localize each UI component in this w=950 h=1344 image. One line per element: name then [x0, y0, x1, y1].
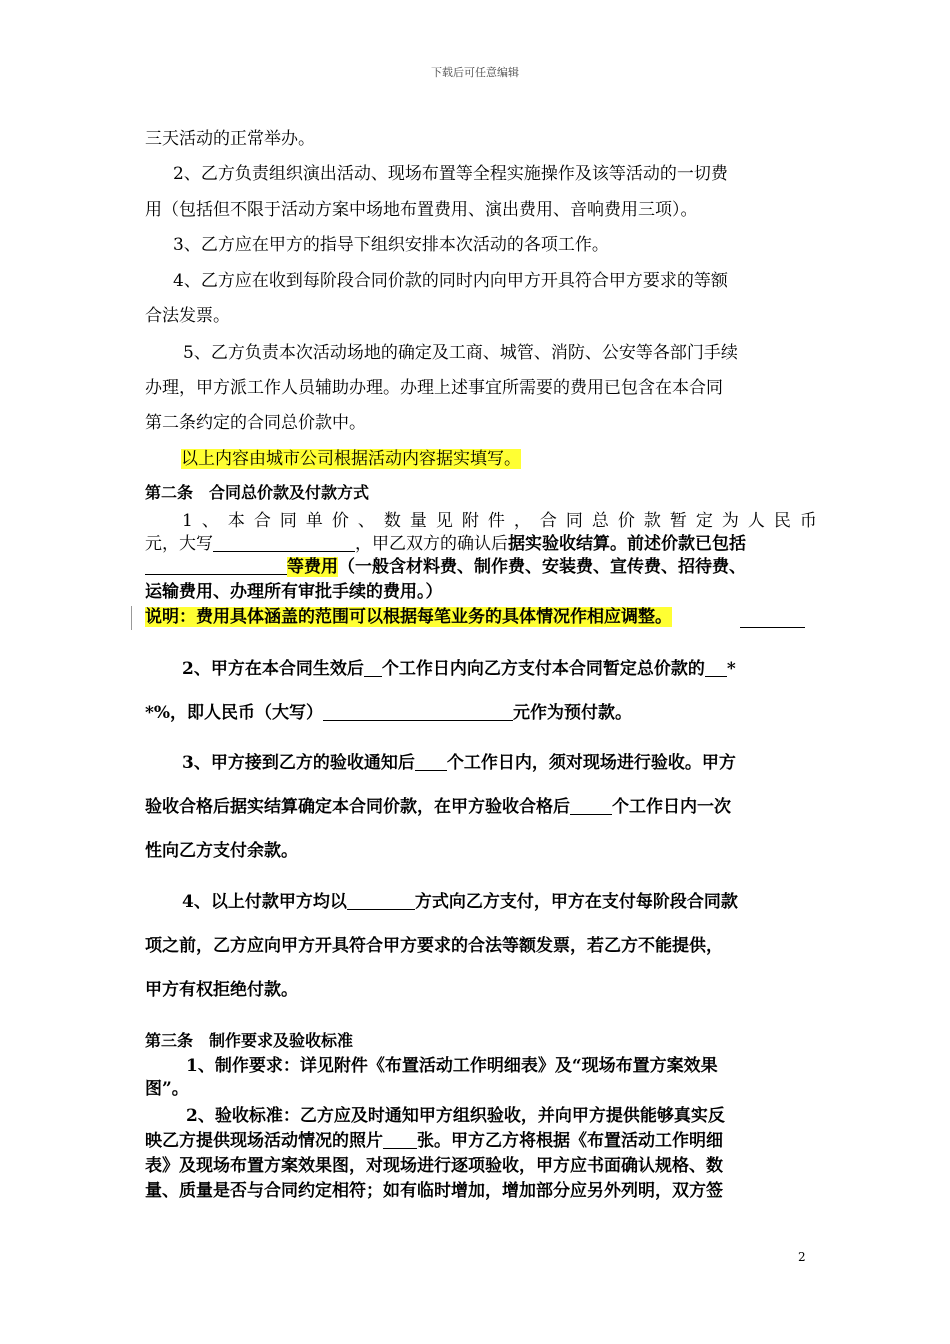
article-3-clause-1: 图”。: [145, 1079, 189, 1099]
clause-bold-text: 个工作日内向乙方支付本合同暂定总价款的: [381, 659, 705, 679]
clause-4-line: 合法发票。: [145, 306, 230, 326]
amount-blank[interactable]: [323, 702, 513, 721]
clause-bold-text: 4、以上付款甲方均以: [182, 892, 347, 912]
page-header: 下载后可任意编辑: [431, 66, 519, 79]
paragraph-line: 三天活动的正常举办。: [145, 129, 315, 149]
article-3-clause-1: 1、制作要求：详见附件《布置活动工作明细表》及“现场布置方案效果: [186, 1056, 718, 1076]
days-blank[interactable]: [415, 752, 447, 771]
article-3-title: 第三条 制作要求及验收标准: [145, 1031, 354, 1050]
clause-text: ，甲乙双方的确认后: [355, 534, 508, 554]
clause-bold-text: 3、甲方接到乙方的验收通知后: [182, 753, 415, 773]
article-3-clause-2: 2、验收标准：乙方应及时通知甲方组织验收，并向甲方提供能够真实反: [186, 1106, 725, 1126]
tail-underline: [740, 627, 805, 628]
margin-bar: [131, 606, 132, 630]
clause-bold-text: 个工作日内一次: [612, 797, 731, 817]
clause-5-line: 5、乙方负责本次活动场地的确定及工商、城管、消防、公安等各部门手续: [183, 343, 738, 363]
article-2-clause-1: 1、本合同单价、数量见附件，合同总价款暂定为人民币: [182, 511, 826, 531]
clause-5-line: 第二条约定的合同总价款中。: [145, 413, 366, 433]
clause-bold-text: 据实验收结算。前述价款已包括: [508, 534, 746, 554]
clause-bold-text: 个工作日内，须对现场进行验收。甲方: [446, 753, 736, 773]
percent-blank[interactable]: [705, 658, 727, 677]
article-2-title: 第二条 合同总价款及付款方式: [145, 483, 370, 502]
cost-items-blank[interactable]: [145, 556, 287, 575]
clause-5-line: 办理，甲方派工作人员辅助办理。办理上述事宜所需要的费用已包含在本合同: [145, 378, 723, 398]
photo-count-blank[interactable]: [383, 1130, 417, 1149]
clause-text: 元，大写: [145, 534, 213, 554]
article-3-clause-2: 量、质量是否与合同约定相符；如有临时增加，增加部分应另外列明，双方签: [145, 1181, 723, 1201]
page-number: 2: [798, 1250, 806, 1264]
clause-2-line: 2、乙方负责组织演出活动、现场布置等全程实施操作及该等活动的一切费: [173, 164, 728, 184]
highlighted-note: 以上内容由城市公司根据活动内容据实填写。: [181, 449, 521, 469]
clause-bold-text: 2、甲方在本合同生效后: [182, 659, 364, 679]
clause-bold-text: 张。甲方乙方将根据《布置活动工作明细: [417, 1131, 723, 1151]
clause-4-line: 4、乙方应在收到每阶段合同价款的同时内向甲方开具符合甲方要求的等额: [173, 271, 728, 291]
highlighted-note: 说明：费用具体涵盖的范围可以根据每笔业务的具体情况作相应调整。: [145, 607, 672, 627]
clause-bold-text: *%，即人民币（大写）: [145, 703, 324, 723]
article-3-clause-2: 表》及现场布置方案效果图，对现场进行逐项验收，甲方应书面确认规格、数: [145, 1156, 723, 1176]
clause-bold-text: （一般含材料费、制作费、安装费、宣传费、招待费、: [338, 557, 746, 577]
amount-blank[interactable]: [213, 533, 355, 552]
clause-bold-text: 甲方有权拒绝付款。: [145, 980, 298, 1000]
placeholder-mark: *: [726, 659, 736, 679]
clause-2-line: 用（包括但不限于活动方案中场地布置费用、演出费用、音响费用三项）。: [145, 200, 698, 220]
payment-method-blank[interactable]: [347, 891, 415, 910]
highlighted-text: 等费用: [287, 557, 338, 577]
clause-3-line: 3、乙方应在甲方的指导下组织安排本次活动的各项工作。: [173, 235, 609, 255]
clause-bold-text: 方式向乙方支付，甲方在支付每阶段合同款: [414, 892, 738, 912]
clause-bold-text: 验收合格后据实结算确定本合同价款，在甲方验收合格后: [145, 797, 570, 817]
clause-bold-text: 映乙方提供现场活动情况的照片: [145, 1131, 383, 1151]
clause-bold-text: 运输费用、办理所有审批手续的费用。）: [145, 582, 443, 602]
days-blank[interactable]: [570, 796, 612, 815]
clause-bold-text: 元作为预付款。: [513, 703, 633, 723]
clause-bold-text: 性向乙方支付余款。: [145, 841, 298, 861]
days-blank[interactable]: [364, 658, 382, 677]
clause-bold-text: 项之前，乙方应向甲方开具符合甲方要求的合法等额发票，若乙方不能提供，: [145, 936, 723, 956]
